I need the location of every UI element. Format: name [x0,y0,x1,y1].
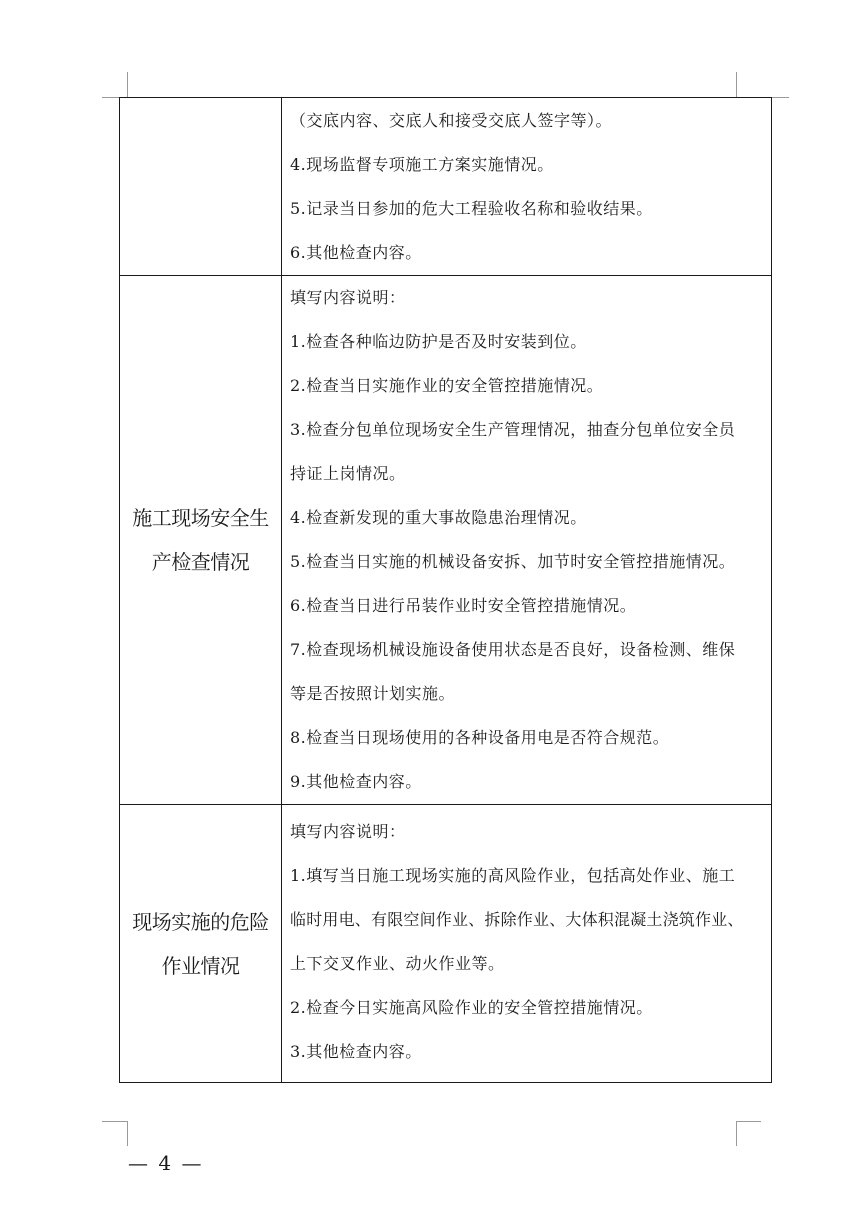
content-line: 临时用电、有限空间作业、拆除作业、大体积混凝土浇筑作业、 [290,910,744,929]
content-line: 6.其他检查内容。 [290,243,422,262]
content-line: 填写内容说明： [290,288,406,307]
crop-mark-top-left-h [102,97,119,98]
crop-mark-bottom-right-h [736,1121,761,1122]
row-label-cell [120,276,282,804]
content-line: 7.检查现场机械设施设备使用状态是否良好，设备检测、维保 [290,640,736,659]
content-line: 3.其他检查内容。 [290,1042,422,1061]
crop-mark-bottom-left-h [102,1121,127,1122]
content-line: 2.检查当日实施作业的安全管控措施情况。 [290,376,604,395]
table-row-continued [120,98,771,275]
row-label: 现场实施的危险作业情况 [132,909,269,978]
content-line: 持证上岗情况。 [290,464,406,483]
row-label-cell [120,805,282,1082]
row-content-cell [282,98,771,275]
crop-mark-top-right-h [772,97,789,98]
table-row-hazardous-work [120,804,771,1082]
content-line: 6.检查当日进行吊装作业时安全管控措施情况。 [290,596,637,615]
inspection-table [119,97,772,1083]
page-number: — 4 — [128,1151,204,1175]
content-line: 8.检查当日现场使用的各种设备用电是否符合规范。 [290,728,670,747]
row-content-cell [282,276,771,804]
content-line: （交底内容、交底人和接受交底人签字等）。 [290,111,613,130]
content-line: 3.检查分包单位现场安全生产管理情况，抽查分包单位安全员 [290,420,736,439]
row-content-cell [282,805,771,1082]
crop-mark-top-right-v [736,72,737,97]
row-label-cell [120,98,282,275]
content-line: 9.其他检查内容。 [290,772,422,791]
content-line: 2.检查今日实施高风险作业的安全管控措施情况。 [290,998,653,1017]
content-line: 等是否按照计划实施。 [290,684,456,703]
content-line: 1.检查各种临边防护是否及时安装到位。 [290,332,587,351]
content-line: 1.填写当日施工现场实施的高风险作业，包括高处作业、施工 [290,866,736,885]
table-row-safety-inspection [120,275,771,804]
content-line: 上下交叉作业、动火作业等。 [290,954,505,973]
crop-mark-bottom-left-v [127,1121,128,1146]
content-line: 4.现场监督专项施工方案实施情况。 [290,155,554,174]
content-line: 4.检查新发现的重大事故隐患治理情况。 [290,508,587,527]
crop-mark-bottom-right-v [736,1121,737,1146]
content-line: 5.记录当日参加的危大工程验收名称和验收结果。 [290,199,653,218]
row-label: 施工现场安全生产检查情况 [132,506,269,574]
content-line: 5.检查当日实施的机械设备安拆、加节时安全管控措施情况。 [290,552,736,571]
content-line: 填写内容说明： [290,822,406,841]
crop-mark-top-left-v [127,72,128,97]
